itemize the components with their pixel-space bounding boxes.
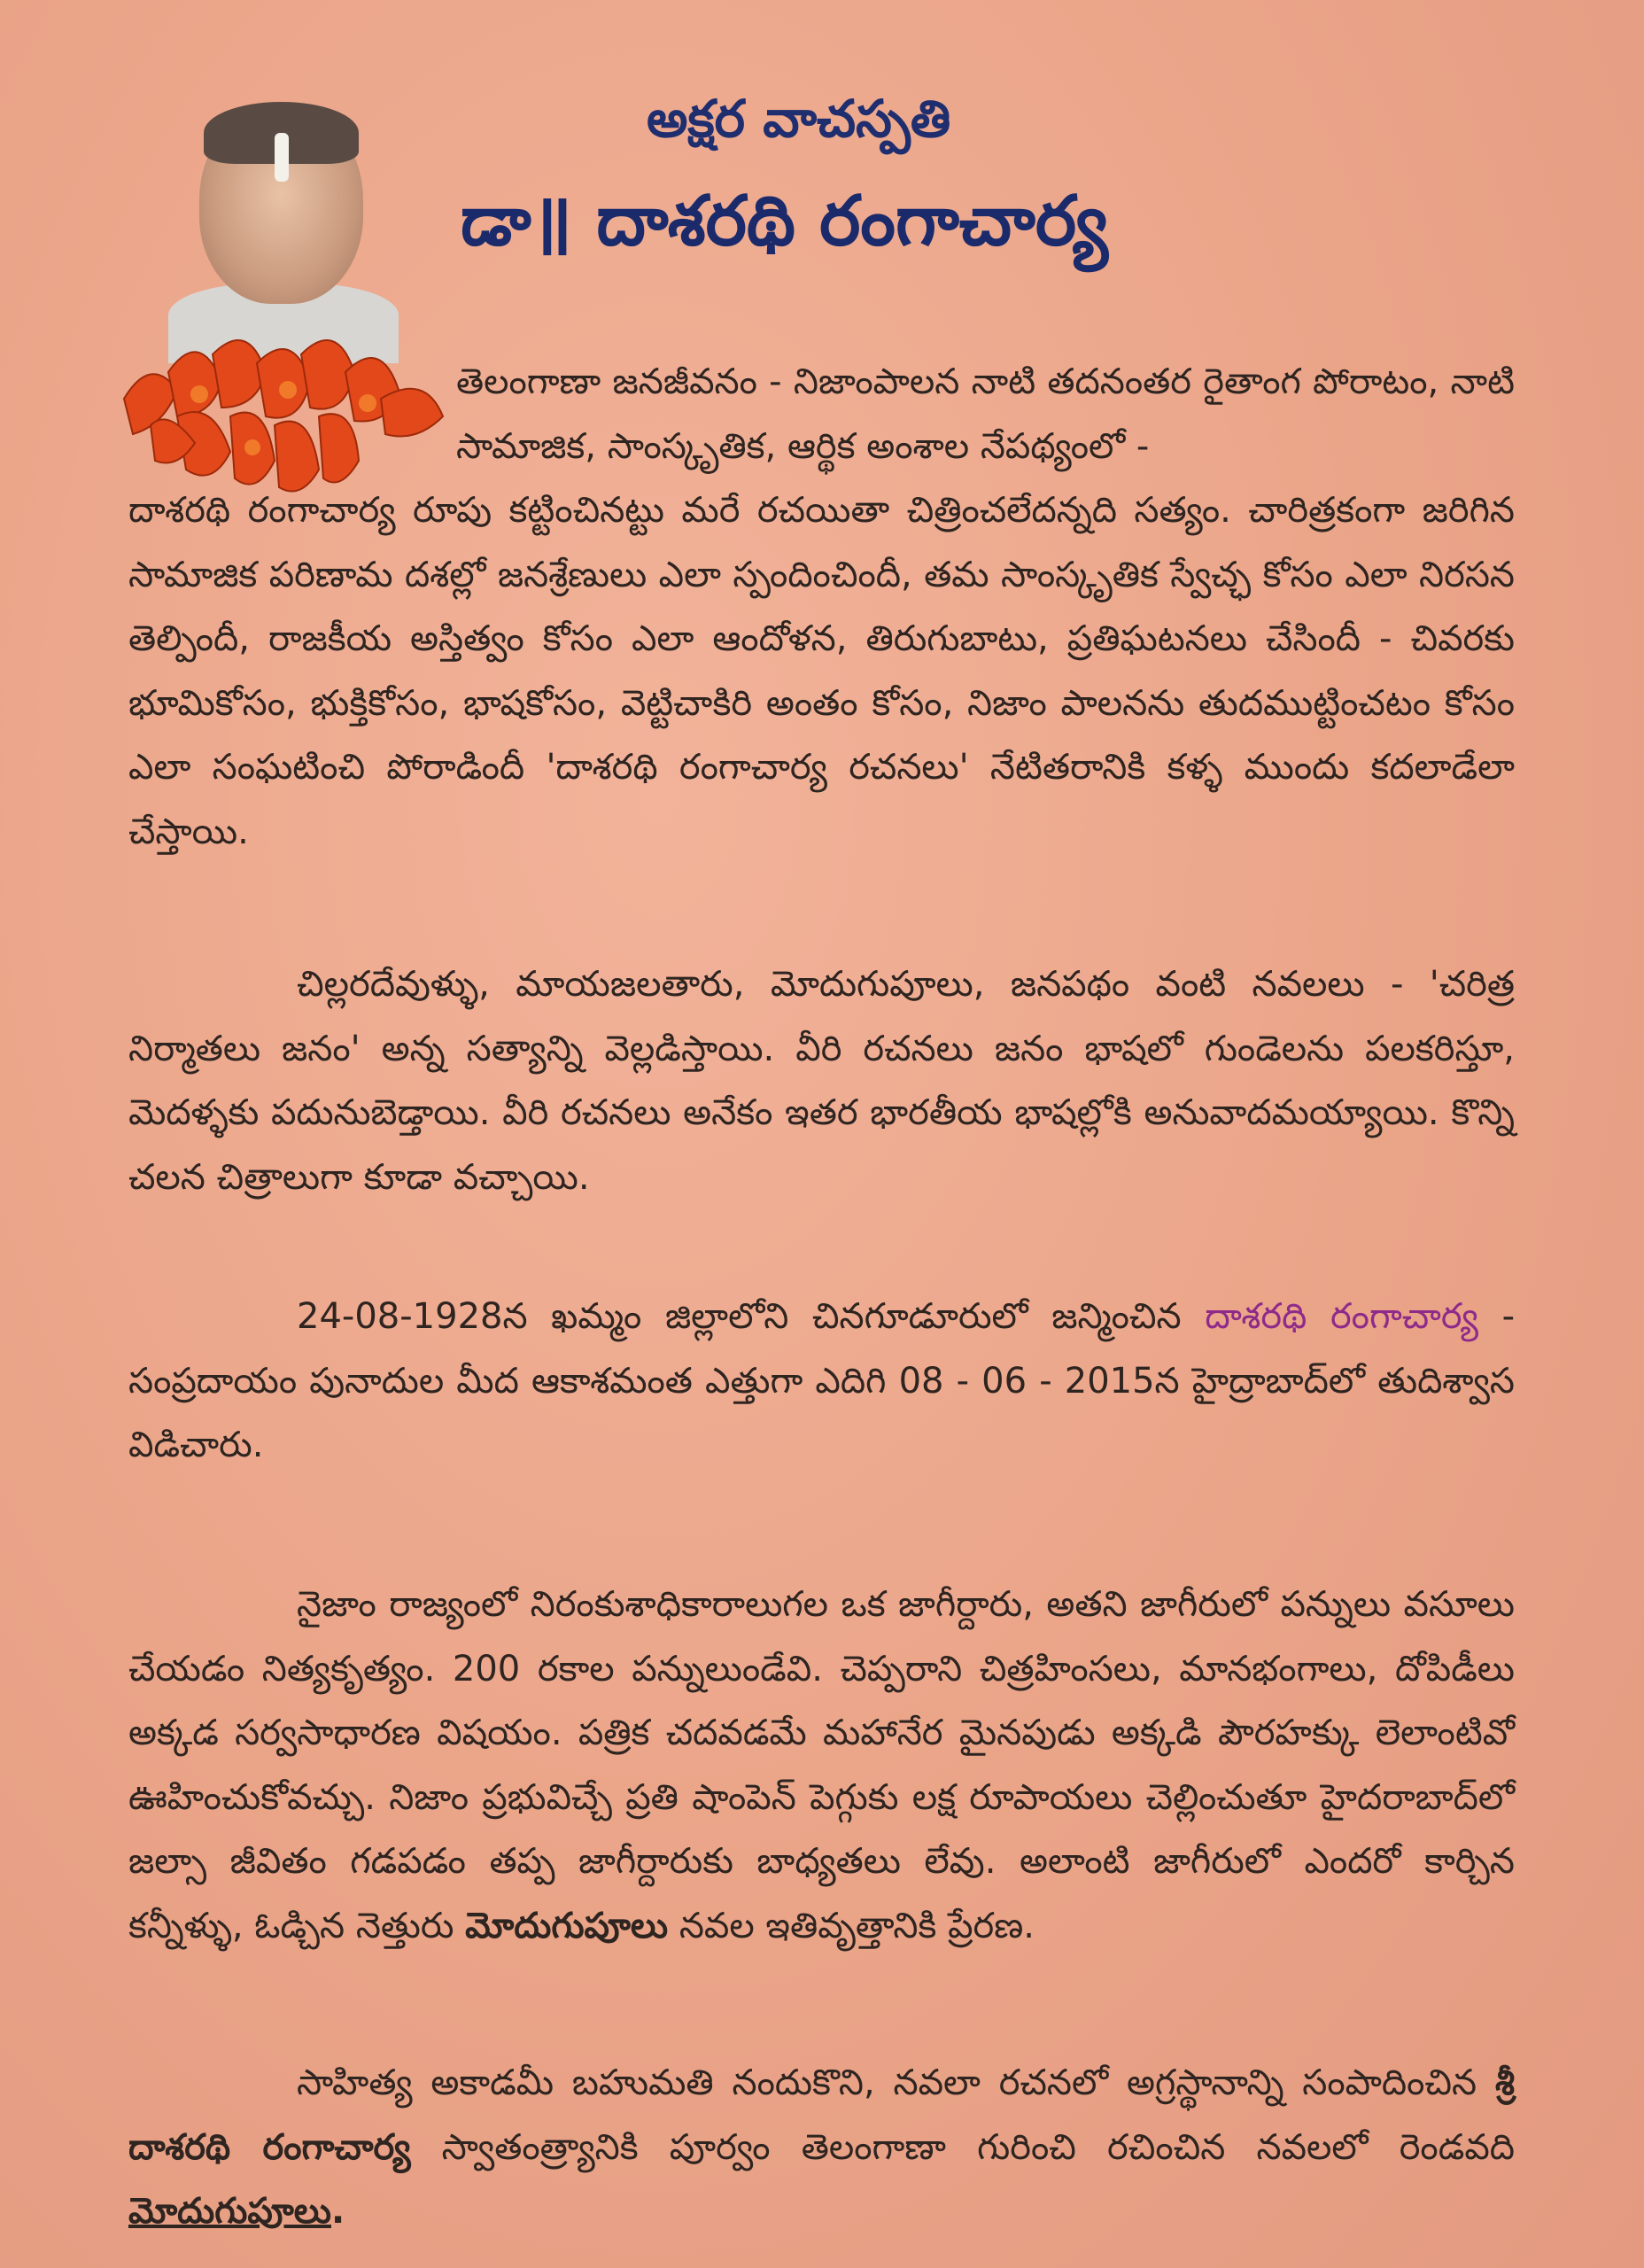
paragraph-3	[128, 1285, 1515, 1478]
cover-subtitle: అక్షర వాచస్పతి	[647, 89, 951, 149]
paragraph-5	[128, 2051, 1515, 2244]
paragraph-3-text-b: - సంప్రదాయం పునాదుల మీద ఆకాశమంత ఎత్తుగా ఎదిగి 08 - 06 - 2015న హైద్రాబాద్‌లో తుదిశ్వాస విడిచారు.	[128, 1296, 1516, 1465]
paragraph-5-bold-title: మోదుగుపూలు	[128, 2191, 331, 2232]
paragraph-4-text-a: నైజాం రాజ్యంలో నిరంకుశాధికారాలుగల ఒక జాగీర్దారు, అతని జాగీరులో పన్నులు వసూలు చేయడం నిత్యకృత్యం. 200 రకాల పన్నులుండేవి. చెప్పరాని చిత్రహింసలు, మానభంగాలు, దోపిడీలు అక్కడ సర్వసాధారణ విషయం. పత్రిక చదవడమే మహానేర మైనపుడు అక్కడి పౌరహక్కు లెలాంటివో ఊహించుకోవచ్చు. నిజాం ప్రభువిచ్చే ప్రతి షాంపెన్ పెగ్గుకు లక్ష రూపాయలు చెల్లించుతూ హైదరాబాద్‌లో జల్సా జీవితం గడపడం తప్ప జాగీర్దారుకు బాధ్యతలు లేవు. అలాంటి జాగీరులో ఎందరో కార్చిన కన్నీళ్ళు, ఓడ్చిన నెత్తురు	[128, 1584, 1515, 1946]
cover-title: డా॥ దాశరథి రంగాచార్య	[461, 182, 1108, 261]
paragraph-5-text-b: స్వాతంత్ర్యానికి పూర్వం తెలంగాణా గురించి రచించిన నవలలో రెండవది	[410, 2126, 1515, 2168]
paragraph-1-start: తెలంగాణా జనజీవనం - నిజాంపాలన నాటి తదనంతర రైతాంగ పోరాటం, నాటి సామాజిక, సాంస్కృతిక, ఆర్థిక అంశాల నేపథ్యంలో -	[456, 361, 1515, 467]
author-portrait	[115, 97, 452, 487]
paragraph-5-text-a: సాహిత్య అకాడమీ బహుమతి నందుకొని, నవలా రచనలో అగ్రస్థానాన్ని సంపాదించిన	[297, 2062, 1495, 2103]
portrait-tilak	[275, 133, 289, 182]
flower-garland-icon	[115, 319, 452, 505]
paragraph-3-text-a: 24-08-1928న ఖమ్మం జిల్లాలోని చినగూడూరులో జన్మించిన	[297, 1296, 1182, 1337]
paragraph-4	[128, 1573, 1515, 1958]
paragraph-5-end: .	[330, 2191, 345, 2232]
paragraph-3-highlight-name: దాశరథి రంగాచార్య	[1205, 1296, 1478, 1337]
paragraph-2: చిల్లరదేవుళ్ళు, మాయజలతారు, మోదుగుపూలు, జనపథం వంటి నవలలు - 'చరిత్ర నిర్మాతలు జనం' అన్న సత్యాన్ని వెల్లడిస్తాయి. వీరి రచనలు జనం భాషలో గుండెలను పలకరిస్తూ, మెదళ్ళకు పదునుబెడ్తాయి. వీరి రచనలు అనేకం ఇతర భారతీయ భాషల్లోకి అనువాదమయ్యాయి. కొన్ని చలన చిత్రాలుగా కూడా వచ్చాయి.	[128, 964, 1515, 1198]
paragraph-1-rest: దాశరథి రంగాచార్య రూపు కట్టించినట్టు మరే రచయితా చిత్రించలేదన్నది సత్యం. చారిత్రకంగా జరిగిన సామాజిక పరిణామ దశల్లో జనశ్రేణులు ఎలా స్పందించిందీ, తమ సాంస్కృతిక స్వేచ్ఛ కోసం ఎలా నిరసన తెల్పిందీ, రాజకీయ అస్తిత్వం కోసం ఎలా ఆందోళన, తిరుగుబాటు, ప్రతిఘటనలు చేసిందీ - చివరకు భూమికోసం, భుక్తికోసం, భాషకోసం, వెట్టిచాకిరి అంతం కోసం, నిజాం పాలనను తుదముట్టించటం కోసం ఎలా సంఘటించి పోరాడిందీ 'దాశరథి రంగాచార్య రచనలు' నేటితరానికి కళ్ళ ముందు కదలాడేలా చేస్తాయి.	[128, 490, 1515, 852]
paragraph-4-text-b: నవల ఇతివృత్తానికి ప్రేరణ.	[668, 1905, 1035, 1946]
paragraph-4-bold-title: మోదుగుపూలు	[465, 1905, 669, 1946]
paragraph-5-bold-author: శ్రీ దాశరథి రంగాచార్య	[128, 2062, 1515, 2168]
